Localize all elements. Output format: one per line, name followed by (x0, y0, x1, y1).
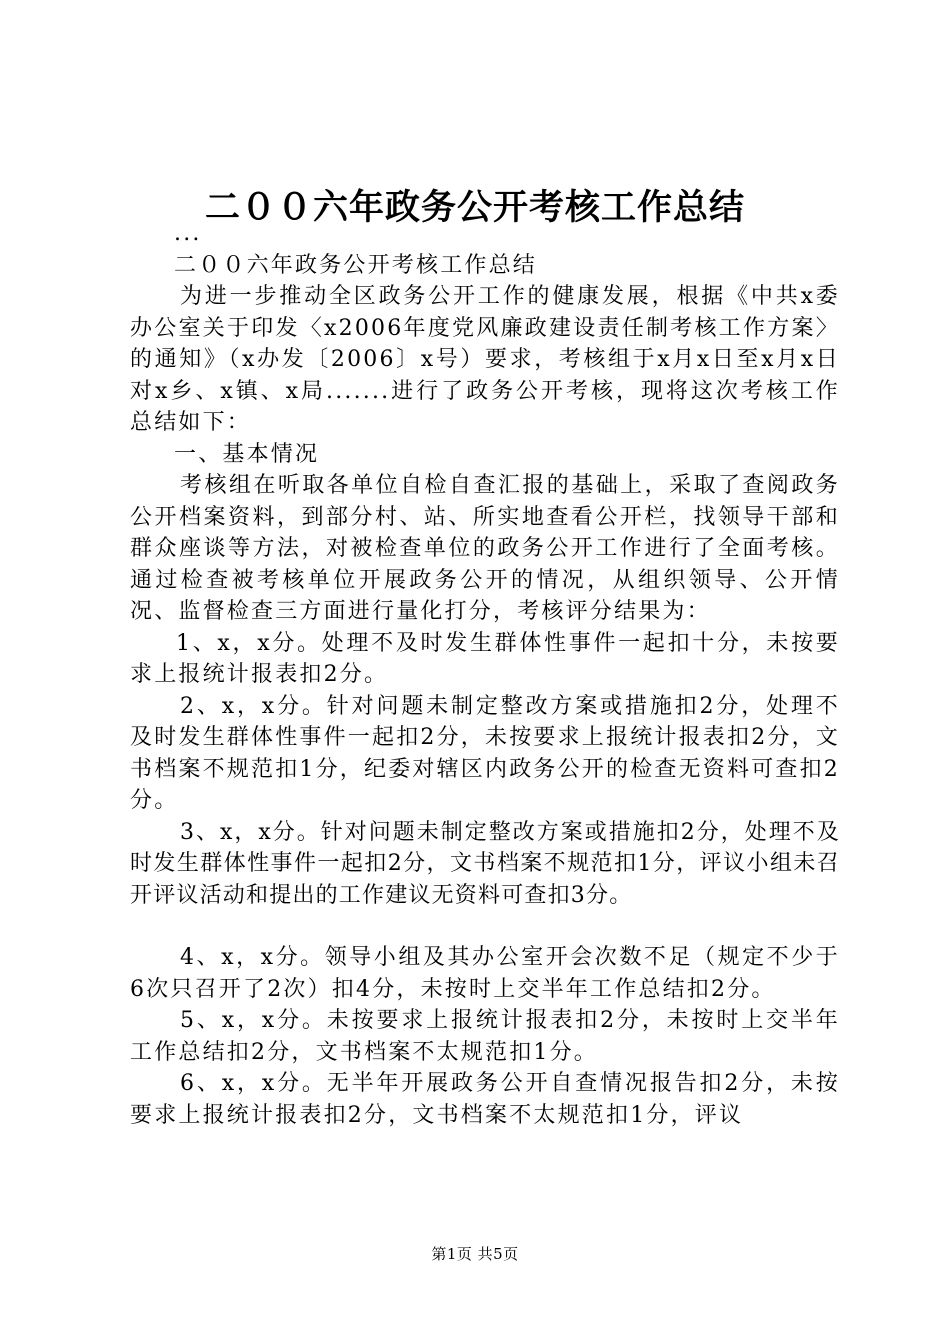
score-item-5: 5、x，x分。未按要求上报统计报表扣2分，未按时上交半年工作总结扣2分，文书档案不太规范扣1分。 (130, 1008, 840, 1065)
score-item-1: 1、x，x分。处理不及时发生群体性事件一起扣十分，未按要求上报统计报表扣2分。 (130, 630, 840, 687)
page-footer: 第1页 共5页 (431, 1245, 519, 1263)
document-body (130, 218, 840, 1131)
ellipsis-marker: ... (174, 221, 202, 246)
score-item-2: 2、x，x分。针对问题未制定整改方案或措施扣2分，处理不及时发生群体性事件一起扣2分，未按要求上报统计报表扣2分，文书档案不规范扣1分，纪委对辖区内政务公开的检查无资料可查扣2分。 (130, 693, 840, 813)
score-item-6: 6、x，x分。无半年开展政务公开自查情况报告扣2分，未按要求上报统计报表扣2分，文书档案不太规范扣1分，评议 (130, 1071, 840, 1128)
subtitle-paragraph: 二００六年政务公开考核工作总结 (174, 252, 538, 278)
intro-paragraph: 为进一步推动全区政务公开工作的健康发展，根据《中共x委办公室关于印发〈x2006年度党风廉政建设责任制考核工作方案〉的通知》（x办发〔2006〕x号）要求，考核组于x月x日至x月x日对x乡、x镇、x局.......进行了政务公开考核，现将这次考核工作总结如下： (130, 284, 840, 435)
document-title: 二００六年政务公开考核工作总结 (204, 187, 745, 228)
basic-situation-paragraph: 考核组在听取各单位自检自查汇报的基础上，采取了查阅政务公开档案资料，到部分村、站、所实地查看公开栏，找领导干部和群众座谈等方法，对被检查单位的政务公开工作进行了全面考核。通过检查被考核单位开展政务公开的情况，从组织领导、公开情况、监督检查三方面进行量化打分，考核评分结果为： (130, 473, 840, 624)
score-item-3: 3、x，x分。针对问题未制定整改方案或措施扣2分，处理不及时发生群体性事件一起扣2分，文书档案不规范扣1分，评议小组未召开评议活动和提出的工作建议无资料可查扣3分。 (130, 819, 840, 908)
section-heading: 一、基本情况 (174, 441, 320, 467)
score-item-4: 4、x，x分。领导小组及其办公室开会次数不足（规定不少于6次只召开了2次）扣4分，未按时上交半年工作总结扣2分。 (130, 945, 840, 1002)
